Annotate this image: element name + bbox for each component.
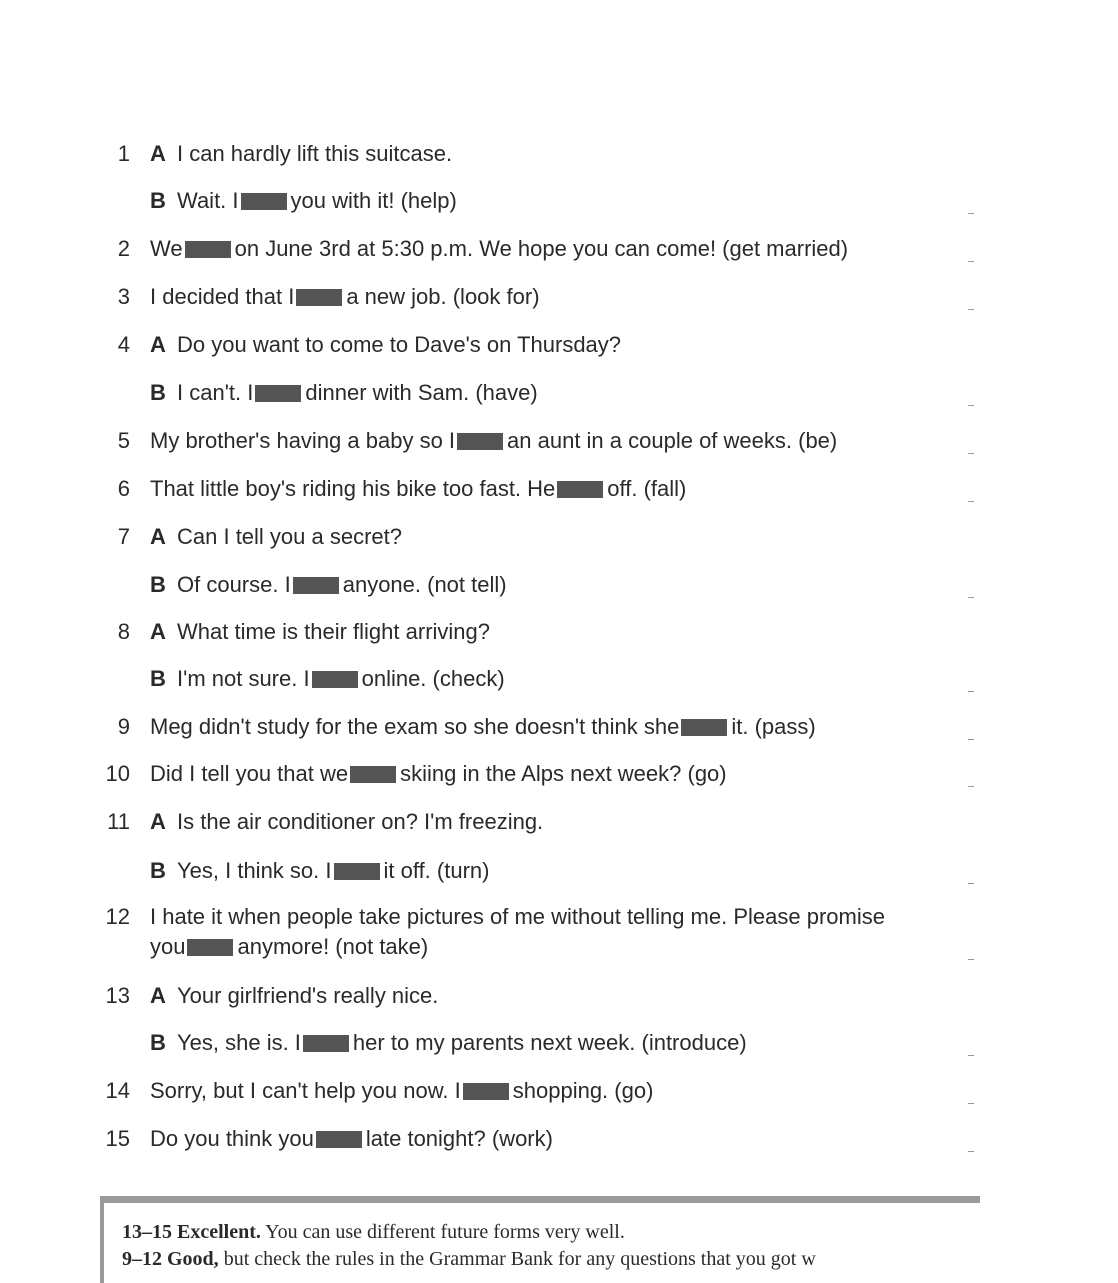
answer-blank [463, 1083, 509, 1100]
answer-blank [303, 1035, 349, 1052]
sentence-start: Yes, I think so. I [177, 858, 332, 883]
answer-column-mark [968, 1151, 974, 1152]
item-number: 13 [105, 983, 130, 1008]
item-number: 10 [105, 761, 130, 786]
sentence [177, 571, 507, 599]
sentence [177, 982, 438, 1010]
sentence [177, 808, 543, 836]
answer-column-mark [968, 786, 974, 787]
sentence-start: I can't. I [177, 380, 254, 405]
answer-column-mark [968, 597, 974, 598]
answer-column-mark [968, 453, 974, 454]
sentence [150, 1125, 553, 1153]
answer-column-mark [968, 739, 974, 740]
score-range: 13–15 Excellent. [122, 1221, 261, 1243]
sentence [177, 331, 621, 359]
sentence [177, 187, 457, 215]
sentence-end: it off. (turn) [383, 858, 490, 883]
sentence [177, 140, 452, 168]
speaker-label: B [150, 858, 166, 883]
item-number: 2 [117, 236, 130, 261]
speaker-label: A [150, 141, 166, 166]
speaker-label: A [150, 983, 166, 1008]
sentence-end: skiing in the Alps next week? (go) [400, 761, 727, 786]
sentence [177, 1029, 747, 1057]
item-number: 7 [117, 524, 130, 549]
speaker-label: A [150, 619, 166, 644]
score-text: You can use different future forms very well. [260, 1221, 625, 1243]
sentence-end: late tonight? (work) [365, 1126, 553, 1151]
sentence-end: anymore! (not take) [237, 934, 429, 959]
speaker-label: B [150, 572, 166, 597]
sentence-start: Of course. I [177, 572, 291, 597]
answer-column-mark [968, 501, 974, 502]
sentence-start: Can I tell you a secret? [177, 524, 403, 549]
sentence [150, 427, 837, 455]
sentence-end: on June 3rd at 5:30 p.m. We hope you can come! (get married) [234, 236, 849, 261]
answer-column-mark [968, 883, 974, 884]
sentence-end: a new job. (look for) [346, 284, 540, 309]
sentence [150, 1077, 653, 1105]
sentence-start: Do you want to come to Dave's on Thursday? [177, 332, 622, 357]
sentence [177, 523, 402, 551]
sentence-end: her to my parents next week. (introduce) [352, 1030, 747, 1055]
answer-blank [334, 863, 380, 880]
sentence [150, 475, 686, 503]
item-number: 15 [105, 1126, 130, 1151]
sentence-start: Sorry, but I can't help you now. I [150, 1078, 461, 1103]
sentence-start: Yes, she is. I [177, 1030, 301, 1055]
sentence [150, 283, 540, 311]
sentence [150, 933, 428, 961]
sentence-start: Did I tell you that we [150, 761, 349, 786]
item-number: 3 [117, 284, 130, 309]
answer-blank [316, 1131, 362, 1148]
sentence-start: Wait. I [177, 188, 239, 213]
answer-column-mark [968, 1103, 974, 1104]
sentence-start: I hate it when people take pictures of me without telling me. Please promise [150, 904, 885, 929]
item-number: 4 [117, 332, 130, 357]
sentence-start: Meg didn't study for the exam so she doesn't think she [150, 714, 680, 739]
item-number: 12 [105, 904, 130, 929]
answer-column-mark [968, 213, 974, 214]
sentence-start: I can hardly lift this suitcase. [177, 141, 453, 166]
answer-blank [681, 719, 727, 736]
answer-column-mark [968, 261, 974, 262]
answer-blank [241, 193, 287, 210]
item-number: 8 [117, 619, 130, 644]
item-number: 14 [105, 1078, 130, 1103]
speaker-label: B [150, 380, 166, 405]
item-number: 1 [117, 141, 130, 166]
answer-blank [255, 385, 301, 402]
score-range: 9–12 Good, [122, 1248, 219, 1270]
sentence-start: Your girlfriend's really nice. [177, 983, 439, 1008]
sentence-start: I decided that I [150, 284, 295, 309]
speaker-label: A [150, 524, 166, 549]
sentence-start: What time is their flight arriving? [177, 619, 490, 644]
answer-column-mark [968, 405, 974, 406]
speaker-label: A [150, 332, 166, 357]
sentence [177, 618, 490, 646]
answer-blank [296, 289, 342, 306]
sentence-start: you [150, 934, 186, 959]
item-number: 11 [107, 809, 130, 834]
speaker-label: A [150, 809, 166, 834]
answer-blank [312, 671, 358, 688]
sentence-end: dinner with Sam. (have) [305, 380, 538, 405]
answer-blank [457, 433, 503, 450]
answer-blank [557, 481, 603, 498]
item-number: 5 [117, 428, 130, 453]
answer-column-mark [968, 959, 974, 960]
speaker-label: B [150, 188, 166, 213]
answer-blank [185, 241, 231, 258]
speaker-label: B [150, 666, 166, 691]
sentence-start: I'm not sure. I [177, 666, 310, 691]
score-text: but check the rules in the Grammar Bank for any questions that you got w [218, 1248, 816, 1270]
sentence-end: an aunt in a couple of weeks. (be) [507, 428, 838, 453]
sentence-start: Do you think you [150, 1126, 314, 1151]
sentence-end: it. (pass) [731, 714, 816, 739]
answer-blank [293, 577, 339, 594]
item-number: 6 [117, 476, 130, 501]
answer-blank [350, 766, 396, 783]
item-number: 9 [117, 714, 130, 739]
sentence [177, 665, 505, 693]
sentence-end: shopping. (go) [512, 1078, 654, 1103]
sentence-start: We [150, 236, 183, 261]
sentence-end: you with it! (help) [290, 188, 457, 213]
sentence [150, 760, 727, 788]
score-box [100, 1196, 980, 1283]
speaker-label: B [150, 1030, 166, 1055]
answer-column-mark [968, 1055, 974, 1056]
sentence-end: anyone. (not tell) [342, 572, 507, 597]
answer-column-mark [968, 309, 974, 310]
sentence [177, 379, 538, 407]
sentence-end: online. (check) [361, 666, 505, 691]
sentence [150, 235, 848, 263]
sentence [177, 857, 489, 885]
sentence-end: off. (fall) [607, 476, 687, 501]
sentence-start: That little boy's riding his bike too fast. He [150, 476, 556, 501]
sentence-start: Is the air conditioner on? I'm freezing. [177, 809, 544, 834]
score-line-excellent [122, 1221, 625, 1244]
sentence-start: My brother's having a baby so I [150, 428, 456, 453]
sentence [150, 713, 816, 741]
answer-blank [187, 939, 233, 956]
answer-column-mark [968, 691, 974, 692]
sentence [150, 903, 885, 931]
